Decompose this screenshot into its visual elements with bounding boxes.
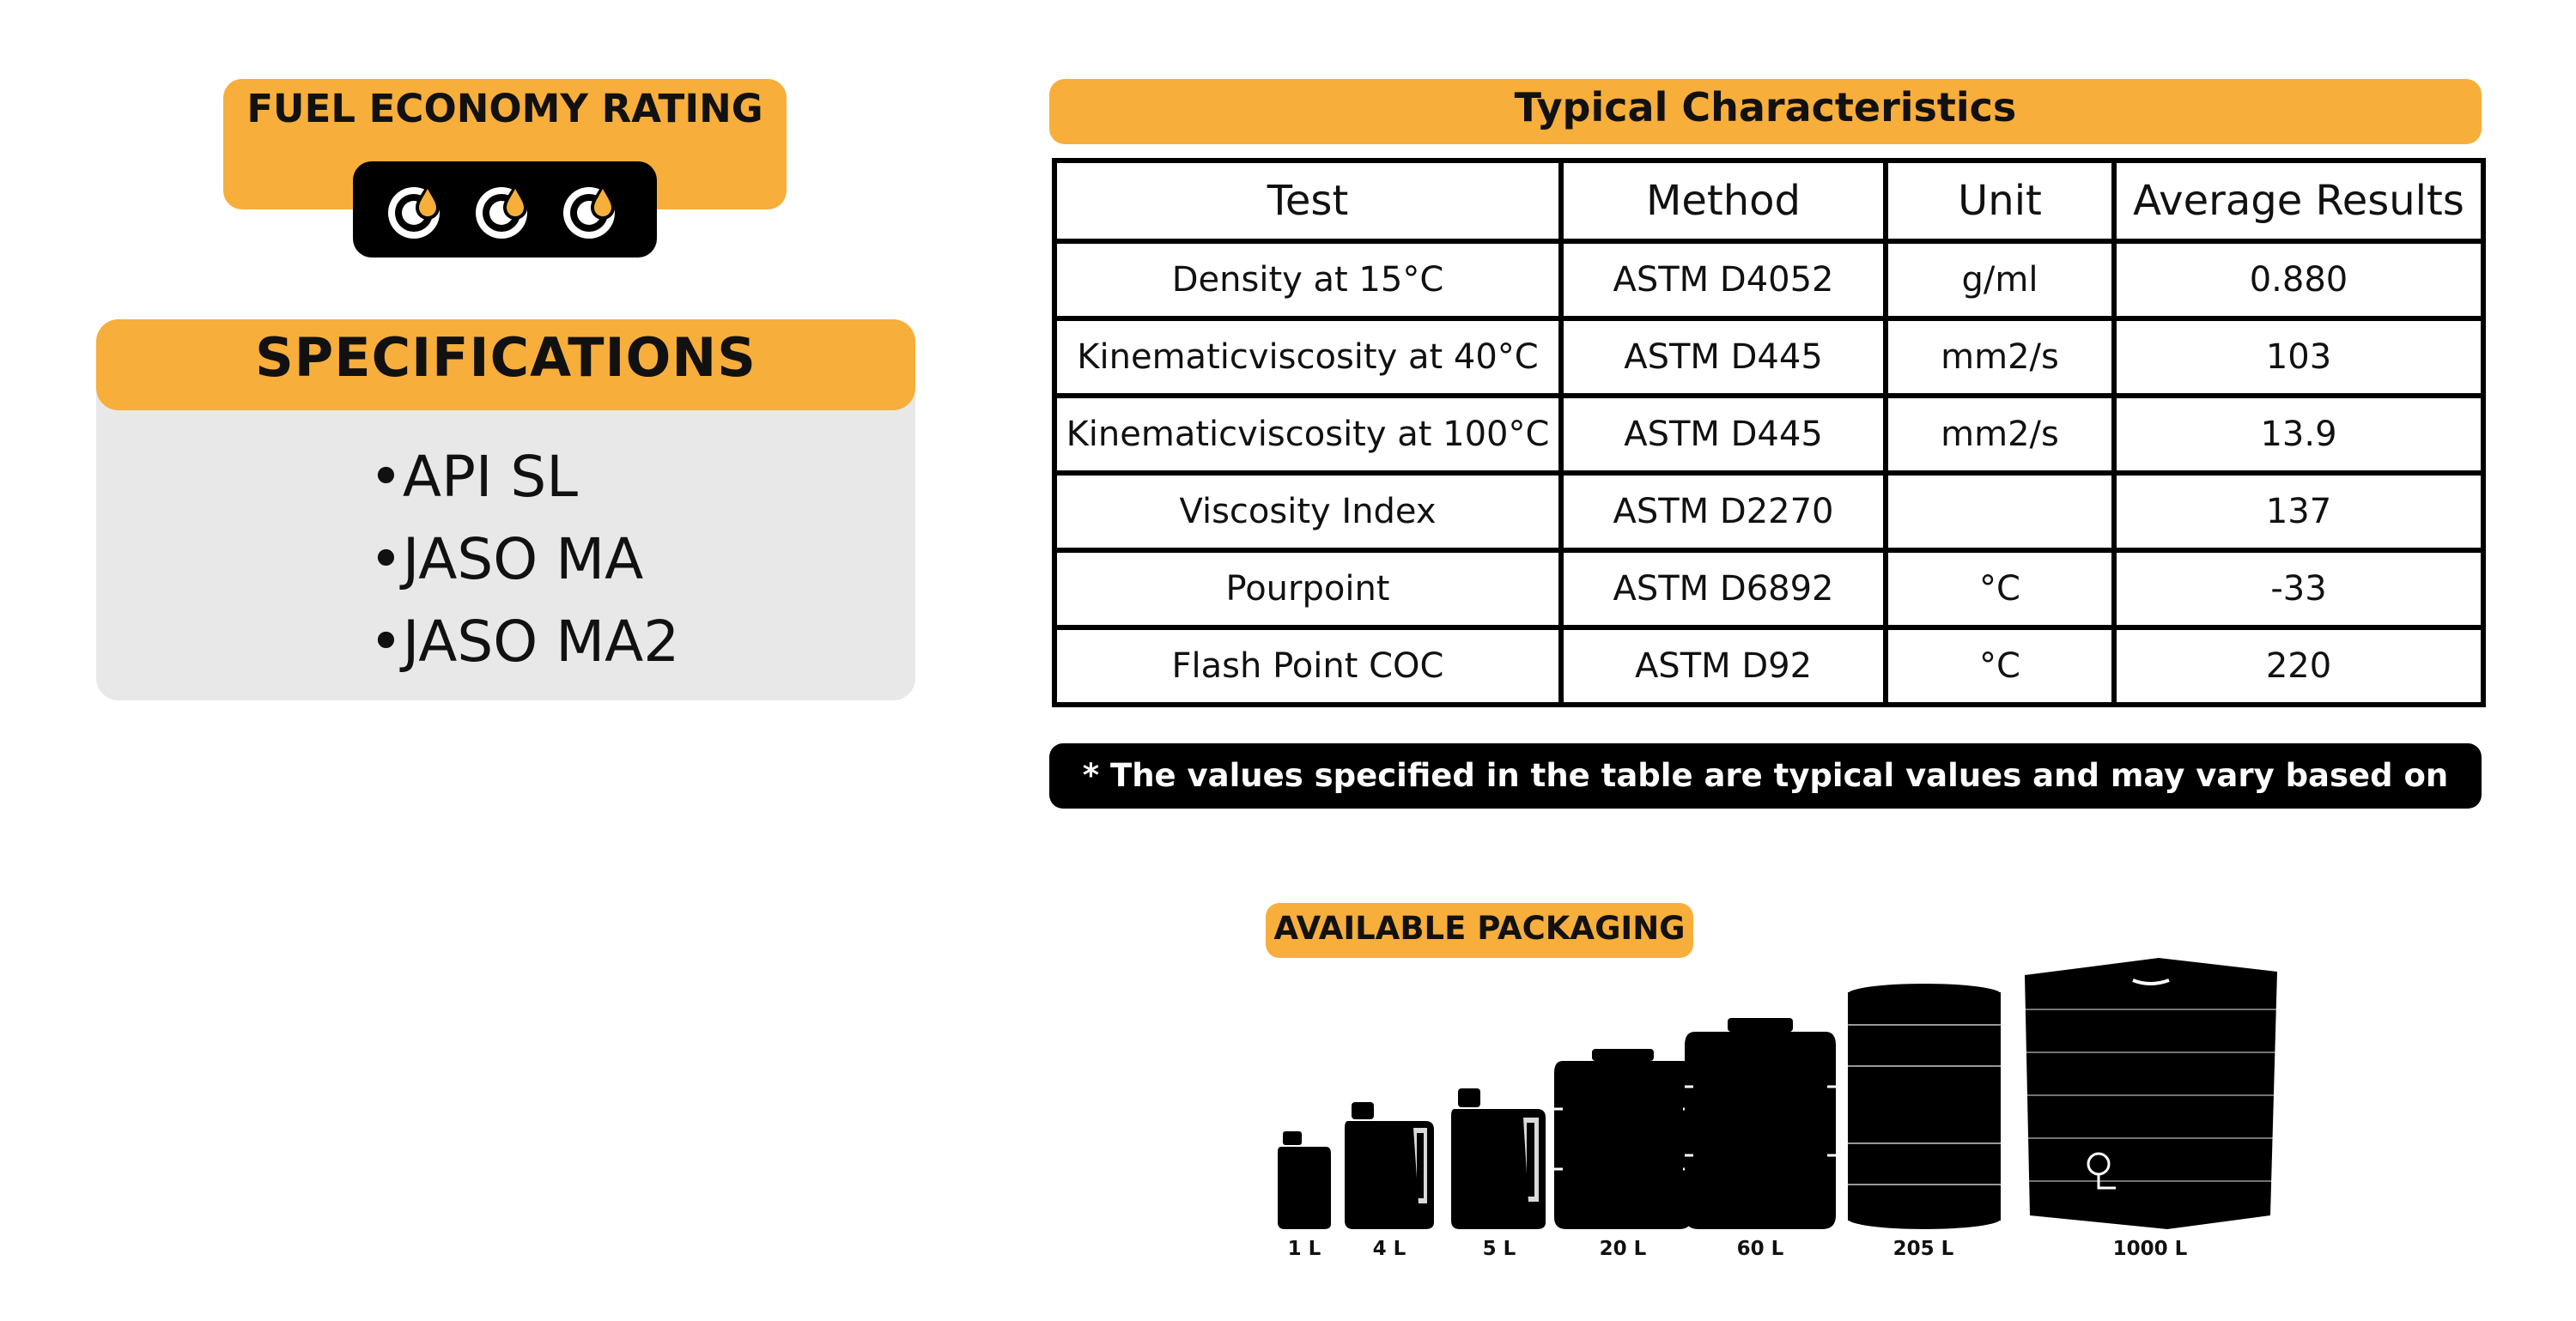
cell-test: Kinematicviscosity at 40°C [1054, 318, 1561, 396]
cell-method: ASTM D92 [1561, 627, 1886, 705]
typical-characteristics-title: Typical Characteristics [1514, 84, 2017, 130]
cell-unit: mm2/s [1886, 318, 2114, 396]
gear-oil-drop-icon [383, 175, 452, 244]
column-header-test: Test [1054, 161, 1561, 241]
cell-result: 103 [2114, 318, 2483, 396]
size-label: 1000 L [2112, 1238, 2188, 1260]
cell-method: ASTM D445 [1561, 318, 1886, 396]
table-row [1054, 318, 2483, 396]
cell-test: Viscosity Index [1054, 473, 1561, 550]
barrel-205l-icon [1848, 984, 2001, 1229]
cell-result: 0.880 [2114, 241, 2483, 318]
column-header-average-results: Average Results [2114, 161, 2483, 241]
cell-unit: g/ml [1886, 241, 2114, 318]
cell-result: 137 [2114, 473, 2483, 550]
spec-item: •JASO MA2 [369, 609, 680, 675]
gear-oil-drop-icon [471, 175, 539, 244]
specifications-title: SPECIFICATIONS [255, 326, 756, 389]
cell-result: 220 [2114, 627, 2483, 705]
packaging-title: AVAILABLE PACKAGING [1273, 910, 1686, 947]
cell-test: Flash Point COC [1054, 627, 1561, 705]
cell-unit: °C [1886, 627, 2114, 705]
cell-unit: mm2/s [1886, 396, 2114, 473]
cell-method: ASTM D445 [1561, 396, 1886, 473]
table-row [1054, 550, 2483, 627]
column-header-unit: Unit [1886, 161, 2114, 241]
spec-item: •API SL [369, 444, 578, 510]
ibc-tank-1000l-icon [2021, 958, 2277, 1229]
fuel-economy-rating [353, 161, 657, 258]
table-header-row [1054, 161, 2483, 241]
size-label: 1 L [1287, 1238, 1321, 1260]
table-row [1054, 241, 2483, 318]
size-label: 60 L [1736, 1238, 1784, 1260]
column-header-method: Method [1561, 161, 1886, 241]
cell-method: ASTM D4052 [1561, 241, 1886, 318]
table-row [1054, 473, 2483, 550]
cell-result: -33 [2114, 550, 2483, 627]
gear-oil-drop-icon [558, 175, 627, 244]
cell-unit: °C [1886, 550, 2114, 627]
bottle-1l-icon [1278, 1131, 1331, 1229]
table-row [1054, 627, 2483, 705]
table-row [1054, 396, 2483, 473]
spec-item: •JASO MA [369, 526, 644, 592]
table-footnote: * The values specified in the table are typical values and may vary based on production. [1049, 743, 2482, 809]
characteristics-table [1052, 158, 2486, 707]
cell-test: Kinematicviscosity at 100°C [1054, 396, 1561, 473]
cell-method: ASTM D6892 [1561, 550, 1886, 627]
cell-method: ASTM D2270 [1561, 473, 1886, 550]
size-label: 5 L [1482, 1238, 1516, 1260]
size-label: 4 L [1372, 1238, 1406, 1260]
cell-test: Density at 15°C [1054, 241, 1561, 318]
can-4l-icon [1345, 1102, 1434, 1229]
can-5l-icon [1451, 1088, 1546, 1229]
cell-test: Pourpoint [1054, 550, 1561, 627]
specifications-list [369, 436, 679, 683]
cell-result: 13.9 [2114, 396, 2483, 473]
fuel-economy-title: FUEL ECONOMY RATING [246, 86, 763, 131]
cell-unit [1886, 473, 2114, 550]
size-label: 205 L [1893, 1238, 1954, 1260]
size-label: 20 L [1599, 1238, 1647, 1260]
jerrycan-20l-icon [1554, 1049, 1692, 1229]
drum-60l-icon [1685, 1018, 1836, 1229]
